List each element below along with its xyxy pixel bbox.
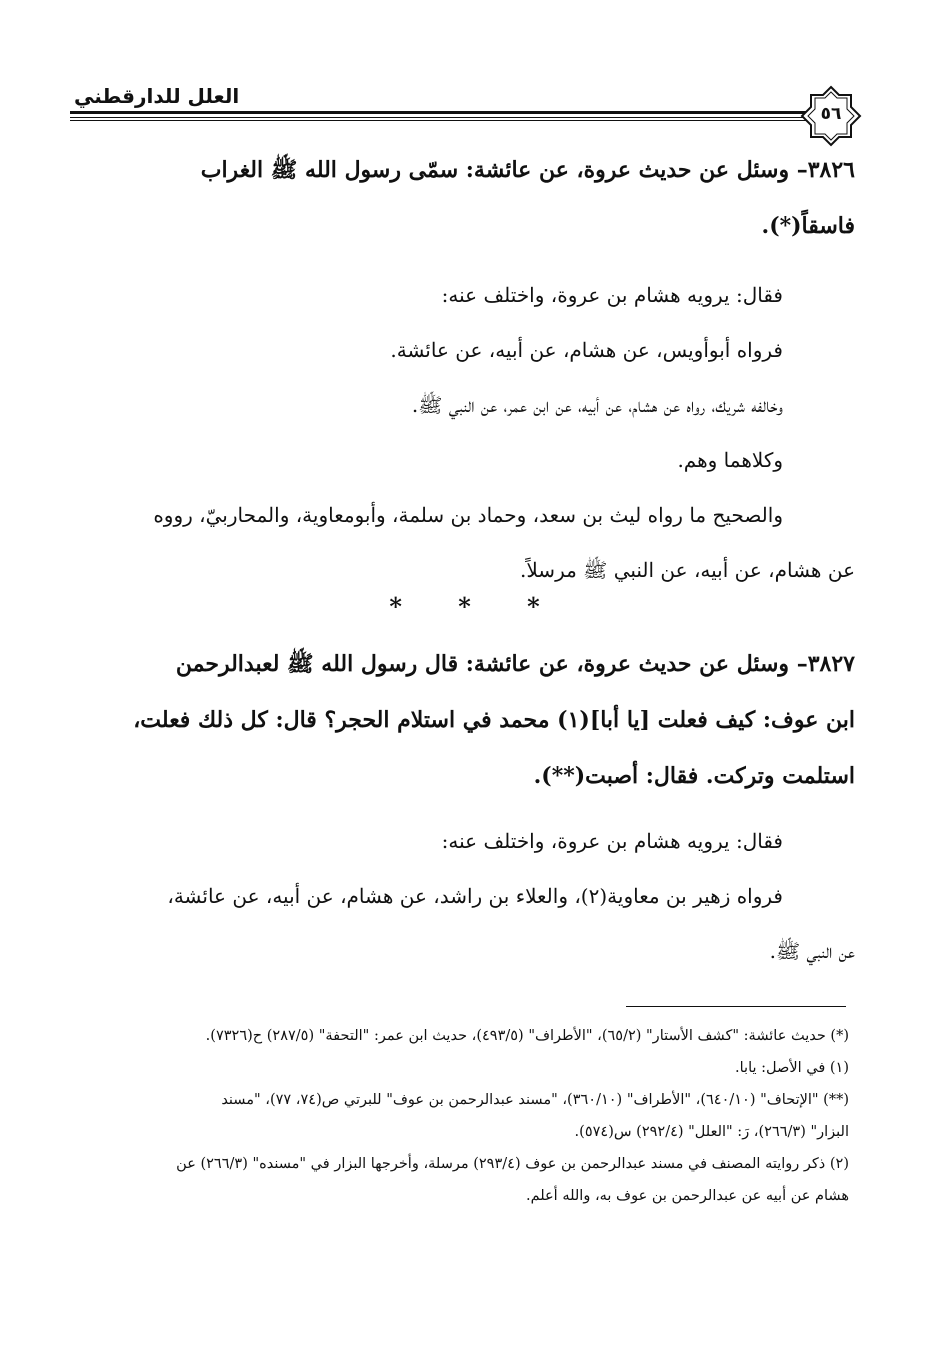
paragraph-line: وكلاهما وهم.: [677, 448, 783, 472]
header-rule: [70, 111, 806, 121]
paragraph-line: عن هشام، عن أبيه، عن النبي ﷺ مرسلاً.: [520, 558, 855, 582]
entry-3827-heading: [74, 636, 855, 804]
heading-line: استلمت وتركت. فقال: أصبت(**).: [533, 763, 855, 789]
paragraph-line: فقال: يرويه هشام بن عروة، واختلف عنه:: [441, 283, 783, 307]
heading-line: ٣٨٢٦– وسئل عن حديث عروة، عن عائشة: سمّى رسول الله ﷺ الغراب: [200, 157, 855, 183]
page-number: ٥٦: [820, 104, 842, 124]
footnotes: [74, 1020, 849, 1212]
footnote-line: البزار" (٢٦٦/٣)، رَ: "العلل" (٢٩٢/٤) س(٥٧٤).: [574, 1124, 849, 1140]
paragraph-line: والصحيح ما رواه ليث بن سعد، وحماد بن سلمة، وأبومعاوية، والمحاربيّ، رووه: [153, 503, 783, 527]
entry-3826-body: [74, 268, 855, 598]
entry-3827-body: [74, 814, 855, 979]
footnote-line: (**) "الإتحاف" (٦٤٠/١٠)، "الأطراف" (٣٦٠/١٠)، "مسند عبدالرحمن بن عوف" للبرتي ص(٧٤، ٧٧)، "مسند: [221, 1092, 849, 1108]
section-separator: * * *: [389, 592, 540, 621]
book-title: العلل للدارقطني: [74, 84, 240, 108]
heading-line: فاسقاً(*).: [761, 213, 855, 239]
footnote-rule: [626, 1006, 846, 1007]
paragraph-line: عن النبي ﷺ.: [769, 939, 855, 963]
footnote-line: (١) في الأصل: يابا.: [735, 1060, 849, 1076]
heading-line: ٣٨٢٧– وسئل عن حديث عروة، عن عائشة: قال رسول الله ﷺ لعبدالرحمن: [175, 651, 855, 677]
entry-3826-heading: [74, 142, 855, 254]
paragraph-line: وخالفه شريك، رواه عن هشام، عن أبيه، عن ابن عمر، عن النبي ﷺ.: [411, 393, 783, 417]
footnote-line: هشام عن أبيه عن عبدالرحمن بن عوف به، والله أعلم.: [525, 1188, 849, 1204]
paragraph-line: فقال: يرويه هشام بن عروة، واختلف عنه:: [441, 829, 783, 853]
footnote-line: (٢) ذكر روايته المصنف في مسند عبدالرحمن بن عوف (٢٩٣/٤) مرسلة، وأخرجها البزار في "مسنده" (٢٦٦/٣) عن: [176, 1156, 849, 1172]
footnote-line: (*) حديث عائشة: "كشف الأستار" (٦٥/٢)، "الأطراف" (٤٩٣/٥)، حديث ابن عمر: "التحفة" (٢٨٧/٥) ح(٧٣٢٦).: [205, 1028, 849, 1044]
paragraph-line: فرواه أبوأويس، عن هشام، عن أبيه، عن عائشة.: [390, 338, 783, 362]
paragraph-line: فرواه زهير بن معاوية(٢)، والعلاء بن راشد، عن هشام، عن أبيه، عن عائشة،: [167, 884, 783, 908]
heading-line: ابن عوف: كيف فعلت [يا أبا](١) محمد في استلام الحجر؟ قال: كل ذلك فعلت،: [133, 707, 855, 733]
